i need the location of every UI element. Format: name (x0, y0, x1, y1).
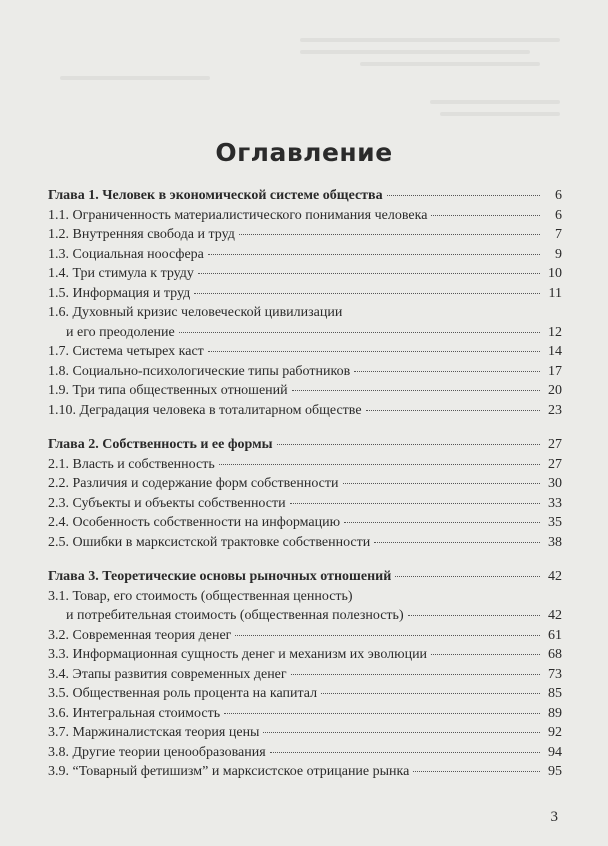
toc-leader (387, 195, 540, 196)
toc-page-number: 33 (548, 495, 562, 511)
toc-entry-label: 2.1. Власть и собственность (48, 456, 215, 472)
toc-entry[interactable] (48, 245, 562, 265)
toc-chapter (48, 567, 562, 782)
toc-leader (179, 332, 540, 333)
toc-leader (235, 635, 540, 636)
toc-page-number: 27 (548, 456, 562, 472)
toc-page-number: 14 (548, 344, 562, 359)
toc-page-number: 95 (548, 764, 562, 779)
toc-chapter-heading[interactable] (48, 186, 562, 206)
bleed-through-text (0, 0, 608, 150)
toc-entry[interactable] (48, 665, 562, 685)
toc-chapter-label: Глава 2. Собственность и ее формы (48, 437, 273, 452)
toc-entry[interactable] (48, 723, 562, 743)
toc-entry-label: 3.3. Информационная сущность денег и механизм их эволюции (48, 647, 428, 662)
toc-page-number: 94 (548, 744, 562, 760)
toc-entry-label: 3.6. Интегральная стоимость (48, 705, 221, 721)
toc-entry[interactable] (48, 381, 562, 401)
toc-page-number: 12 (548, 324, 562, 340)
toc-entry[interactable] (48, 264, 562, 284)
toc-page-number: 20 (548, 383, 562, 398)
toc-entry[interactable] (48, 284, 562, 304)
toc-leader (208, 351, 540, 352)
toc-page-number: 6 (555, 207, 562, 223)
toc-entry[interactable] (48, 684, 562, 704)
toc-entry[interactable] (48, 303, 562, 323)
toc-page-number: 85 (548, 686, 562, 701)
toc-entry-label: 3.5. Общественная роль процента на капитал (48, 686, 318, 701)
toc-chapter-label: Глава 1. Человек в экономической системе общества (48, 188, 383, 203)
toc-entry[interactable] (48, 587, 562, 607)
toc-entry-continuation[interactable] (48, 323, 562, 343)
toc-entry-label: 1.4. Три стимула к труду (48, 266, 194, 281)
toc-entry[interactable] (48, 474, 562, 494)
toc-leader (413, 771, 540, 772)
table-of-contents (48, 186, 562, 782)
toc-entry-label: 2.3. Субъекты и объекты собственности (48, 495, 286, 511)
toc-entry[interactable] (48, 533, 562, 553)
toc-entry-label: 3.8. Другие теории ценообразования (48, 744, 266, 760)
toc-entry-label: и потребительная стоимость (общественная полезность) (66, 608, 404, 623)
toc-page-number: 6 (555, 188, 562, 203)
toc-leader (290, 503, 540, 504)
toc-entry-label: 3.7. Маржиналистская теория цены (48, 725, 260, 740)
toc-leader (219, 464, 540, 465)
toc-entry-label: и его преодоление (66, 324, 175, 340)
toc-page-number: 42 (548, 608, 562, 623)
toc-page-number: 10 (548, 266, 562, 281)
toc-entry-label: 1.7. Система четырех каст (48, 344, 204, 359)
toc-leader (431, 654, 540, 655)
toc-page-number: 42 (548, 569, 562, 584)
toc-page-number: 35 (548, 515, 562, 530)
page-title: Оглавление (215, 138, 393, 167)
toc-leader (395, 576, 540, 577)
toc-entry-label: 1.9. Три типа общественных отношений (48, 383, 288, 398)
toc-page-number: 11 (548, 285, 562, 301)
toc-leader (270, 752, 540, 753)
toc-entry-label: 3.2. Современная теория денег (48, 627, 232, 643)
toc-leader (431, 215, 540, 216)
toc-leader (408, 615, 540, 616)
toc-entry-label: 2.2. Различия и содержание форм собственности (48, 476, 339, 491)
toc-entry-label: 3.1. Товар, его стоимость (общественная ценность) (48, 588, 353, 604)
toc-leader (277, 444, 540, 445)
toc-page-number: 27 (548, 437, 562, 452)
toc-page-number: 30 (548, 476, 562, 491)
toc-leader (321, 693, 540, 694)
toc-entry-label: 2.5. Ошибки в марксистской трактовке собственности (48, 534, 371, 550)
toc-leader (224, 713, 540, 714)
toc-entry[interactable] (48, 513, 562, 533)
toc-leader (198, 273, 540, 274)
toc-entry[interactable] (48, 225, 562, 245)
toc-page-number: 7 (555, 227, 562, 242)
page-number: 3 (550, 809, 558, 825)
toc-entry[interactable] (48, 626, 562, 646)
toc-entry-label: 1.1. Ограниченность материалистического понимания человека (48, 207, 428, 223)
toc-entry[interactable] (48, 455, 562, 475)
toc-page-number: 92 (548, 725, 562, 740)
toc-chapter-heading[interactable] (48, 435, 562, 455)
toc-chapter-heading[interactable] (48, 567, 562, 587)
toc-leader (263, 732, 540, 733)
toc-entry-label: 3.4. Этапы развития современных денег (48, 666, 287, 682)
toc-entry-label: 3.9. “Товарный фетишизм” и марксистское отрицание рынка (48, 764, 410, 779)
toc-entry-continuation[interactable] (48, 606, 562, 626)
toc-entry[interactable] (48, 206, 562, 226)
toc-chapter (48, 435, 562, 552)
toc-page-number: 73 (548, 666, 562, 682)
toc-entry-label: 1.3. Социальная ноосфера (48, 246, 204, 262)
toc-entry-label: 1.2. Внутренняя свобода и труд (48, 227, 235, 242)
toc-leader (208, 254, 540, 255)
toc-entry[interactable] (48, 704, 562, 724)
toc-entry-label: 1.6. Духовный кризис человеческой цивилизации (48, 305, 343, 320)
toc-entry[interactable] (48, 494, 562, 514)
toc-page-number: 23 (548, 402, 562, 418)
toc-page-number: 9 (555, 246, 562, 262)
toc-entry-label: 1.10. Деградация человека в тоталитарном обществе (48, 402, 362, 418)
toc-entry-label: 1.5. Информация и труд (48, 285, 191, 301)
toc-chapter (48, 186, 562, 420)
toc-chapter-label: Глава 3. Теоретические основы рыночных отношений (48, 569, 392, 584)
toc-leader (366, 410, 540, 411)
toc-entry-label: 1.8. Социально-психологические типы работников (48, 363, 351, 379)
toc-entry[interactable] (48, 362, 562, 382)
toc-leader (343, 483, 541, 484)
toc-leader (194, 293, 540, 294)
toc-entry[interactable] (48, 342, 562, 362)
toc-entry[interactable] (48, 401, 562, 421)
toc-leader (239, 234, 540, 235)
toc-leader (374, 542, 540, 543)
toc-page-number: 17 (548, 363, 562, 379)
toc-page-number: 61 (548, 627, 562, 643)
toc-entry[interactable] (48, 743, 562, 763)
toc-page-number: 89 (548, 705, 562, 721)
toc-entry[interactable] (48, 762, 562, 782)
toc-page-number: 68 (548, 647, 562, 662)
toc-leader (354, 371, 540, 372)
toc-page-number: 38 (548, 534, 562, 550)
toc-entry-label: 2.4. Особенность собственности на информацию (48, 515, 341, 530)
toc-leader (344, 522, 540, 523)
toc-entry[interactable] (48, 645, 562, 665)
toc-leader (292, 390, 540, 391)
toc-leader (291, 674, 540, 675)
